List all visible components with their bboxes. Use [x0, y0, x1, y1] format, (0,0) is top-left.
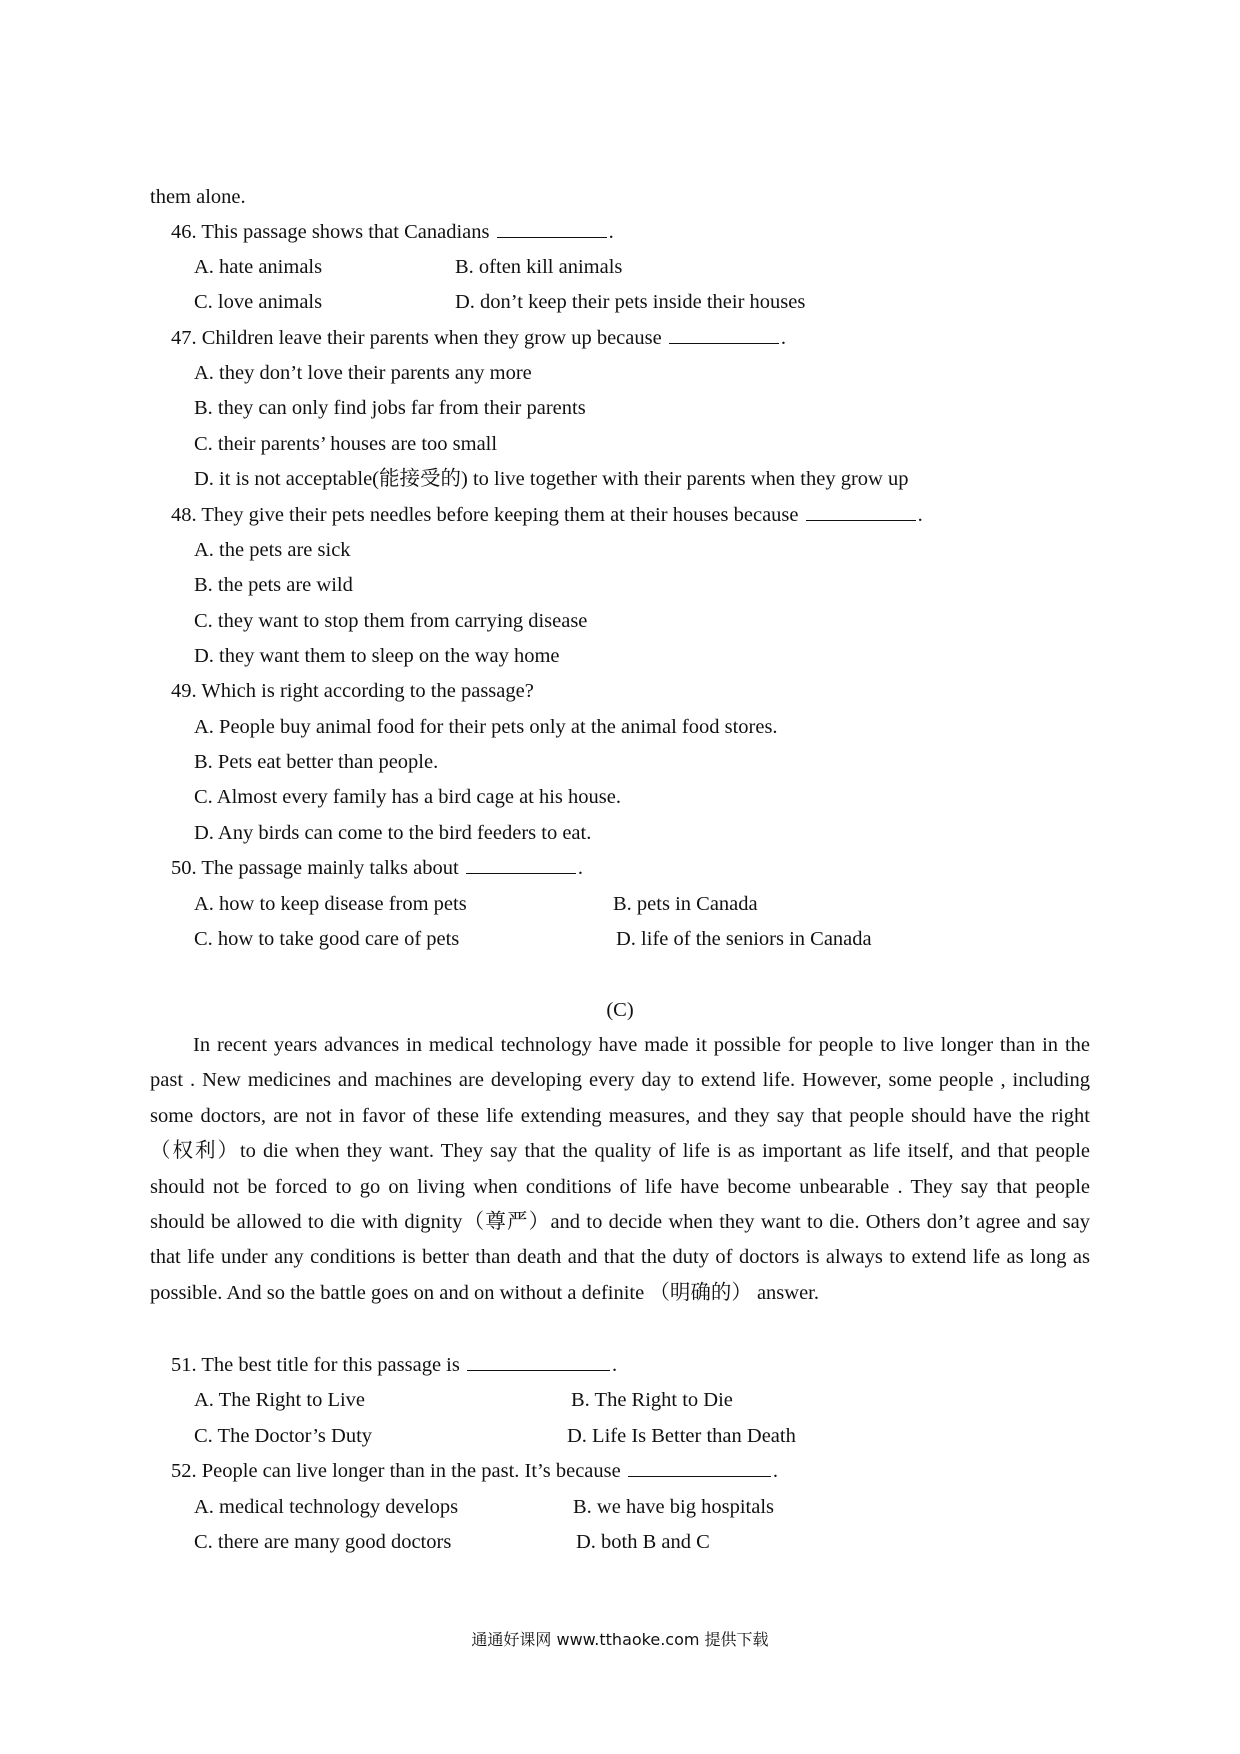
question-48-end: .	[917, 504, 923, 526]
answer-blank	[628, 1458, 771, 1477]
section-c-passage	[150, 1028, 1090, 1311]
q52-option-b: B. we have big hospitals	[573, 1496, 774, 1518]
answer-blank	[466, 855, 576, 874]
q50-option-b: B. pets in Canada	[613, 893, 758, 915]
question-50	[171, 855, 583, 881]
question-52	[171, 1458, 778, 1484]
question-48-stem: 48. They give their pets needles before keeping them at their houses because	[171, 504, 799, 526]
intro-tail: them alone.	[150, 186, 246, 208]
q48-option-b: B. the pets are wild	[194, 574, 353, 596]
page-footer: 通通好课网 www.tthaoke.com 提供下载	[471, 1630, 769, 1649]
q49-option-a: A. People buy animal food for their pets only at the animal food stores.	[194, 716, 778, 738]
q49-option-b: B. Pets eat better than people.	[194, 751, 439, 773]
question-47-stem: 47. Children leave their parents when they grow up because	[171, 327, 662, 349]
q51-option-b: B. The Right to Die	[571, 1389, 733, 1411]
q52-option-c: C. there are many good doctors	[194, 1531, 452, 1553]
q49-option-d: D. Any birds can come to the bird feeders to eat.	[194, 822, 592, 844]
question-52-stem: 52. People can live longer than in the past. It’s because	[171, 1460, 621, 1482]
q47-option-c: C. their parents’ houses are too small	[194, 433, 498, 455]
q51-option-c: C. The Doctor’s Duty	[194, 1425, 373, 1447]
question-46	[171, 219, 614, 245]
question-52-end: .	[772, 1460, 778, 1482]
section-c-passage-text: In recent years advances in medical technology have made it possible for people to live longer than in the past . New medicines and machines are developing every day to extend life. However, some people , including some doctors, are not in favor of these life extending measures, and they say that people should have the right（权利）to die when they want. They say that the quality of life is as important as life itself, and that people should not be forced to go on living when conditions of life have become unbearable . They say that people should be allowed to die with dignity（尊严）and to decide when they want to die. Others don’t agree and say that life under any conditions is better than death and that the duty of doctors is always to extend life as long as possible. And so the battle goes on and on without a definite （明确的） answer.	[150, 1034, 1090, 1304]
q52-option-d: D. both B and C	[576, 1531, 710, 1553]
q48-option-a: A. the pets are sick	[194, 539, 351, 561]
q49-option-c: C. Almost every family has a bird cage at his house.	[194, 786, 621, 808]
question-46-end: .	[608, 221, 614, 243]
q47-option-a: A. they don’t love their parents any more	[194, 362, 532, 384]
q47-option-d: D. it is not acceptable(能接受的) to live together with their parents when they grow up	[194, 468, 909, 490]
section-c-heading: (C)	[606, 999, 634, 1021]
answer-blank	[467, 1352, 610, 1371]
question-50-end: .	[577, 857, 583, 879]
answer-blank	[806, 502, 916, 521]
question-51	[171, 1352, 617, 1378]
answer-blank	[669, 325, 779, 344]
q52-option-a: A. medical technology develops	[194, 1496, 459, 1518]
q48-option-c: C. they want to stop them from carrying disease	[194, 610, 588, 632]
q46-option-d: D. don’t keep their pets inside their houses	[455, 291, 806, 313]
question-50-stem: 50. The passage mainly talks about	[171, 857, 459, 879]
question-51-stem: 51. The best title for this passage is	[171, 1354, 460, 1376]
q46-option-c: C. love animals	[194, 291, 323, 313]
q51-option-d: D. Life Is Better than Death	[567, 1425, 796, 1447]
q50-option-d: D. life of the seniors in Canada	[616, 928, 872, 950]
q47-option-b: B. they can only find jobs far from their parents	[194, 397, 586, 419]
question-49-stem: 49. Which is right according to the passage?	[171, 680, 534, 702]
q46-option-a: A. hate animals	[194, 256, 323, 278]
question-51-end: .	[611, 1354, 618, 1376]
question-47-end: .	[780, 327, 786, 349]
question-47	[171, 325, 786, 351]
q50-option-a: A. how to keep disease from pets	[194, 893, 467, 915]
q51-option-a: A. The Right to Live	[194, 1389, 366, 1411]
q46-option-b: B. often kill animals	[455, 256, 623, 278]
q50-option-c: C. how to take good care of pets	[194, 928, 460, 950]
q48-option-d: D. they want them to sleep on the way home	[194, 645, 560, 667]
answer-blank	[497, 219, 607, 238]
question-48	[171, 502, 923, 528]
question-46-stem: 46. This passage shows that Canadians	[171, 221, 490, 243]
